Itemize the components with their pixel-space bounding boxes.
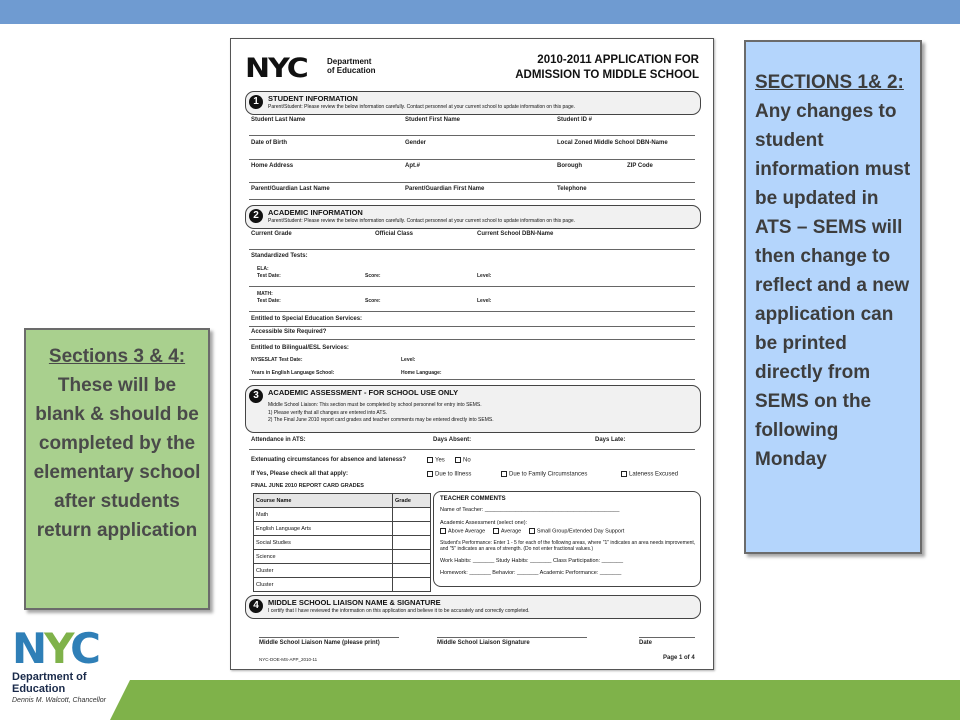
label-ela-test-date: Test Date:	[257, 273, 281, 279]
grades-table	[253, 493, 431, 592]
form-footer-code: NYC-DOE-MS-APP_2010-11	[259, 657, 318, 662]
label-ela-score: Score:	[365, 273, 381, 279]
label-math-test-date: Test Date:	[257, 298, 281, 304]
label-math-score: Score:	[365, 298, 381, 304]
form-title: 2010-2011 APPLICATION FOR ADMISSION TO MIDDLE SCHOOL	[515, 54, 699, 81]
label-accessible: Accessible Site Required?	[251, 329, 327, 335]
section-3-header: 3 ACADEMIC ASSESSMENT - FOR SCHOOL USE ONLY Middle School Liaison: This section must be completed by school personnel for entry into SEMS. 1) Please verify that all changes are entered into ATS. 2) The Final June 2010 report card grades and teacher comments may be entered directly into SEMS.	[245, 385, 701, 433]
callout-right-header: SECTIONS 1& 2:	[755, 72, 904, 93]
label-nyseslat-level: Level:	[401, 357, 416, 363]
label-days-absent: Days Absent:	[433, 437, 472, 443]
logo-org-name: Department of Education	[12, 671, 87, 695]
nyc-doe-logo: NYC	[12, 624, 98, 673]
callout-left-body: These will be blank & should be completed by the elementary school after students return application	[33, 375, 201, 541]
checkbox-illness: Due to Illness	[427, 471, 471, 478]
label-check-all: If Yes, Please check all that apply:	[251, 471, 348, 477]
label-final-grades: FINAL JUNE 2010 REPORT CARD GRADES	[251, 483, 364, 489]
callout-right-body: Any changes to student information must be updated in ATS – SEMS will then change to reflect and a new application can be printed directly from SEMS on the following Monday	[755, 101, 911, 470]
label-home-address: Home Address	[251, 163, 294, 169]
label-telephone: Telephone	[557, 186, 587, 192]
label-days-late: Days Late:	[595, 437, 626, 443]
label-official-class: Official Class	[375, 231, 414, 237]
section-2-header: 2 ACADEMIC INFORMATION Parent/Student: Please review the below information carefully. Contact personnel at your current school to update information on this page.	[245, 205, 701, 229]
label-nyseslat: NYSESLAT Test Date:	[251, 357, 303, 363]
bottom-accent-bar	[110, 680, 960, 720]
label-sped: Entitled to Special Education Services:	[251, 316, 363, 322]
checkbox-excused: Lateness Excused	[621, 471, 678, 478]
callout-sections-1-2	[744, 40, 922, 554]
label-dob: Date of Birth	[251, 140, 287, 146]
label-math-level: Level:	[477, 298, 492, 304]
form-page-number: Page 1 of 4	[663, 655, 695, 661]
label-current-grade: Current Grade	[251, 231, 292, 237]
checkbox-no: No	[455, 457, 471, 464]
grades-course: Social Studies	[254, 536, 393, 550]
grades-course: Cluster	[254, 564, 393, 578]
label-years-english: Years in English Language School:	[251, 370, 335, 376]
form-nyc-logo: NYC	[245, 52, 307, 85]
label-parent-last: Parent/Guardian Last Name	[251, 186, 330, 192]
grades-course: Science	[254, 550, 393, 564]
label-apt: Apt.#	[405, 163, 420, 169]
label-liaison-signature: Middle School Liaison Signature	[437, 640, 530, 646]
callout-sections-3-4	[24, 328, 210, 610]
application-form-page	[230, 38, 714, 670]
label-current-school: Current School DBN-Name	[477, 231, 554, 237]
label-borough: Borough	[557, 163, 582, 169]
checkbox-yes: Yes	[427, 457, 445, 464]
label-zip: ZIP Code	[627, 163, 653, 169]
grades-course-header: Course Name	[254, 494, 393, 508]
label-date: Date	[639, 640, 653, 646]
top-accent-bar	[0, 0, 960, 24]
grades-course: Math	[254, 508, 393, 522]
label-home-language: Home Language:	[401, 370, 442, 376]
label-parent-first: Parent/Guardian First Name	[405, 186, 485, 192]
form-dept-label: Department of Education	[327, 57, 376, 75]
section-1-header: 1 STUDENT INFORMATION Parent/Student: Please review the below information carefully. Contact personnel at your current school to update information on this page.	[245, 91, 701, 115]
grades-grade-header: Grade	[393, 494, 431, 508]
grades-course: English Language Arts	[254, 522, 393, 536]
label-standardized-tests: Standardized Tests:	[251, 253, 308, 259]
label-student-last-name: Student Last Name	[251, 117, 306, 123]
checkbox-family: Due to Family Circumstances	[501, 471, 587, 478]
label-zoned-school: Local Zoned Middle School DBN-Name	[557, 140, 668, 146]
label-bilingual: Entitled to Bilingual/ESL Services:	[251, 345, 349, 351]
label-student-id: Student ID #	[557, 117, 593, 123]
label-gender: Gender	[405, 140, 427, 146]
grades-course: Cluster	[254, 578, 393, 592]
teacher-comments-box: TEACHER COMMENTS Name of Teacher: ____________________________________________ Academic Assessment (select one): Above Average Average Small Group/Extended Day Support Student's Performance: Enter 1 - 5 for each of the following areas, where "1" indicates an area needs improvement, and "5" indicates an area of strength. (Do not enter fractional values.) Work Habits: _______ Study Habits: _______ Class Participation: _______ Homework: _______ Behavior: _______ Academic Performance: _______	[433, 491, 701, 587]
label-ela-level: Level:	[477, 273, 492, 279]
label-student-first-name: Student First Name	[405, 117, 461, 123]
label-attendance: Attendance in ATS:	[251, 437, 306, 443]
label-extenuating: Extenuating circumstances for absence and lateness?	[251, 457, 407, 463]
callout-left-header: Sections 3 & 4:	[48, 346, 186, 367]
label-ela: ELA:	[257, 266, 269, 272]
label-math: MATH:	[257, 291, 273, 297]
label-liaison-name: Middle School Liaison Name (please print)	[259, 640, 380, 646]
section-4-header: 4 MIDDLE SCHOOL LIAISON NAME & SIGNATURE I certify that I have reviewed the information on this application and believe it to be accurately and correctly completed.	[245, 595, 701, 619]
logo-chancellor: Dennis M. Walcott, Chancellor	[12, 697, 107, 704]
